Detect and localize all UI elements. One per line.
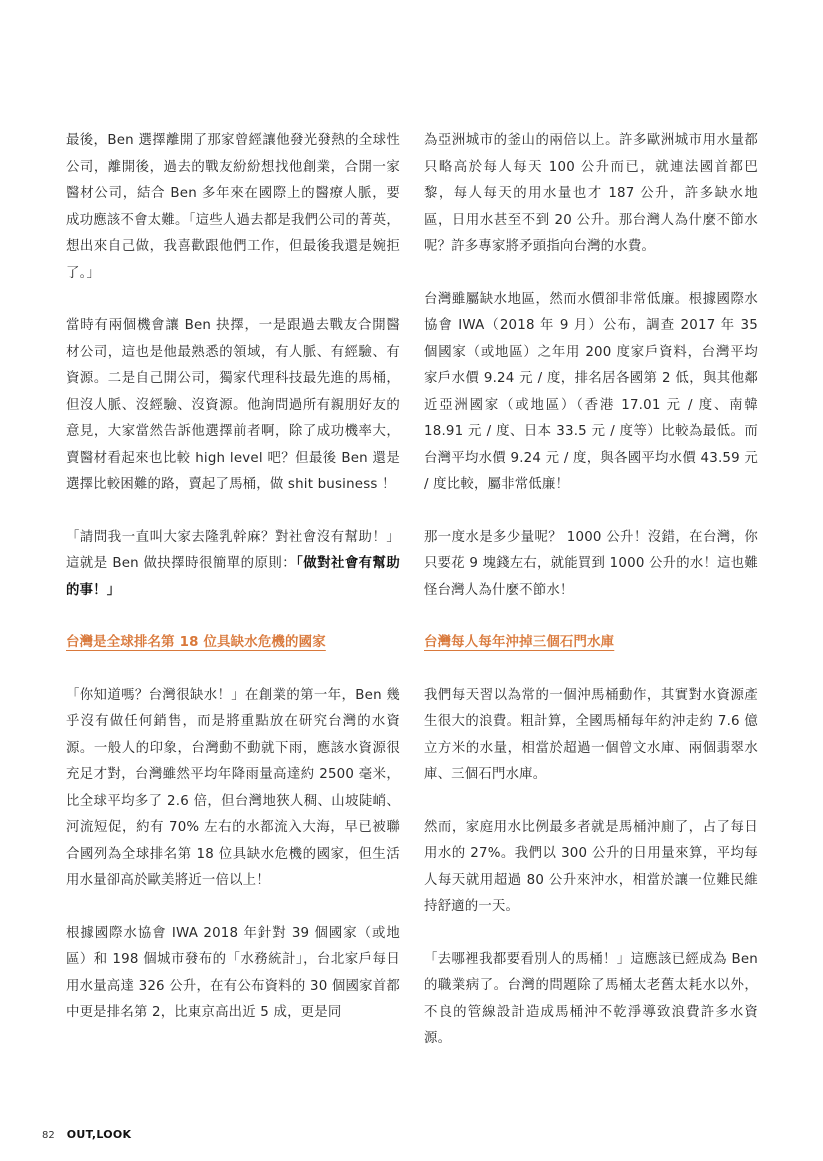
page-footer <box>42 1128 131 1141</box>
section-heading: 台灣每人每年沖掉三個石門水庫 <box>424 635 615 650</box>
paragraph <box>66 525 400 605</box>
paragraph: 我們每天習以為常的一個沖馬桶動作，其實對水資源產生很大的浪費。粗計算，全國馬桶每年約沖走約 7.6 億立方米的水量，相當於超過一個曾文水庫、兩個翡翠水庫、三個石門水庫。 <box>424 687 758 782</box>
paragraph: 然而，家庭用水比例最多者就是馬桶沖廁了，占了每日用水的 27%。我們以 300 公升的日用量來算，平均每人每天就用超過 80 公升來沖水，相當於讓一位難民維持舒適的一天。 <box>424 819 758 914</box>
paragraph: 「你知道嗎？台灣很缺水！」在創業的第一年，Ben 幾乎沒有做任何銷售，而是將重點放在研究台灣的水資源。一般人的印象，台灣動不動就下雨，應該水資源很充足才對，台灣雖然平均年降雨量高達約 2500 毫米，比全球平均多了 2.6 倍，但台灣地狹人稠、山坡陡峭、河流短促，約有 70% 左右的水都流入大海，早已被聯合國列為全球排名第 18 位具缺水危機的國家，但生活用水量卻高於歐美將近一倍以上！ <box>66 687 400 888</box>
section-heading: 台灣是全球排名第 18 位具缺水危機的國家 <box>66 635 326 650</box>
paragraph: 根據國際水協會 IWA 2018 年針對 39 個國家（或地區）和 198 個城市發布的「水務統計」，台北家戶每日用水量高達 326 公升，在有公布資料的 30 個國家首都中更是排名第 2，比東京高出近 5 成，更是同 <box>66 925 400 1020</box>
right-column <box>424 128 758 1079</box>
paragraph-text: 「請問我一直叫大家去隆乳幹麻？對社會沒有幫助！」這就是 Ben 做抉擇時很簡單的原則： <box>66 529 400 571</box>
emphasis-text: 「做對社會有幫助的事！」 <box>66 556 400 598</box>
left-column <box>66 128 400 1053</box>
paragraph: 「去哪裡我都要看別人的馬桶！」這應該已經成為 Ben 的職業病了。台灣的問題除了馬桶太老舊太耗水以外，不良的管線設計造成馬桶沖不乾淨導致浪費許多水資源。 <box>424 951 758 1046</box>
paragraph: 最後，Ben 選擇離開了那家曾經讓他發光發熱的全球性公司，離開後，過去的戰友紛紛想找他創業，合開一家醫材公司，結合 Ben 多年來在國際上的醫療人脈，要成功應該不會太難。「這些人過去都是我們公司的菁英，想出來自己做，我喜歡跟他們工作，但最後我還是婉拒了。」 <box>66 133 400 281</box>
paragraph: 台灣雖屬缺水地區，然而水價卻非常低廉。根據國際水協會 IWA（2018 年 9 月）公布，調查 2017 年 35 個國家（或地區）之年用 200 度家戶資料，台灣平均家戶水價 9.24 元 / 度，排名居各國第 2 低，與其他鄰近亞洲國家（或地區）（香港 17.01 元 / 度、南韓 18.91 元 / 度、日本 33.5 元 / 度等）比較為最低。而台灣平均水價 9.24 元 / 度，與各國平均水價 43.59 元 / 度比較，屬非常低廉！ <box>424 291 758 492</box>
brand-logo: OUT,LOOK <box>66 1128 132 1141</box>
paragraph: 為亞洲城市的釜山的兩倍以上。許多歐洲城市用水量都只略高於每人每天 100 公升而已，就連法國首都巴黎，每人每天的用水量也才 187 公升，許多缺水地區，日用水甚至不到 20 公升。那台灣人為什麼不節水呢？許多專家將矛頭指向台灣的水費。 <box>424 133 758 254</box>
page-number: 82 <box>42 1130 55 1141</box>
paragraph: 那一度水是多少量呢？ 1000 公升！沒錯，在台灣，你只要花 9 塊錢左右，就能買到 1000 公升的水！這也難怪台灣人為什麼不節水！ <box>424 529 758 598</box>
paragraph: 當時有兩個機會讓 Ben 抉擇，一是跟過去戰友合開醫材公司，這也是他最熟悉的領域，有人脈、有經驗、有資源。二是自己開公司，獨家代理科技最先進的馬桶，但沒人脈、沒經驗、沒資源。他詢問過所有親朋好友的意見，大家當然告訴他選擇前者啊，除了成功機率大，賣醫材看起來也比較 high level 吧？但最後 Ben 還是選擇比較困難的路，賣起了馬桶，做 shit business ！ <box>66 318 400 492</box>
